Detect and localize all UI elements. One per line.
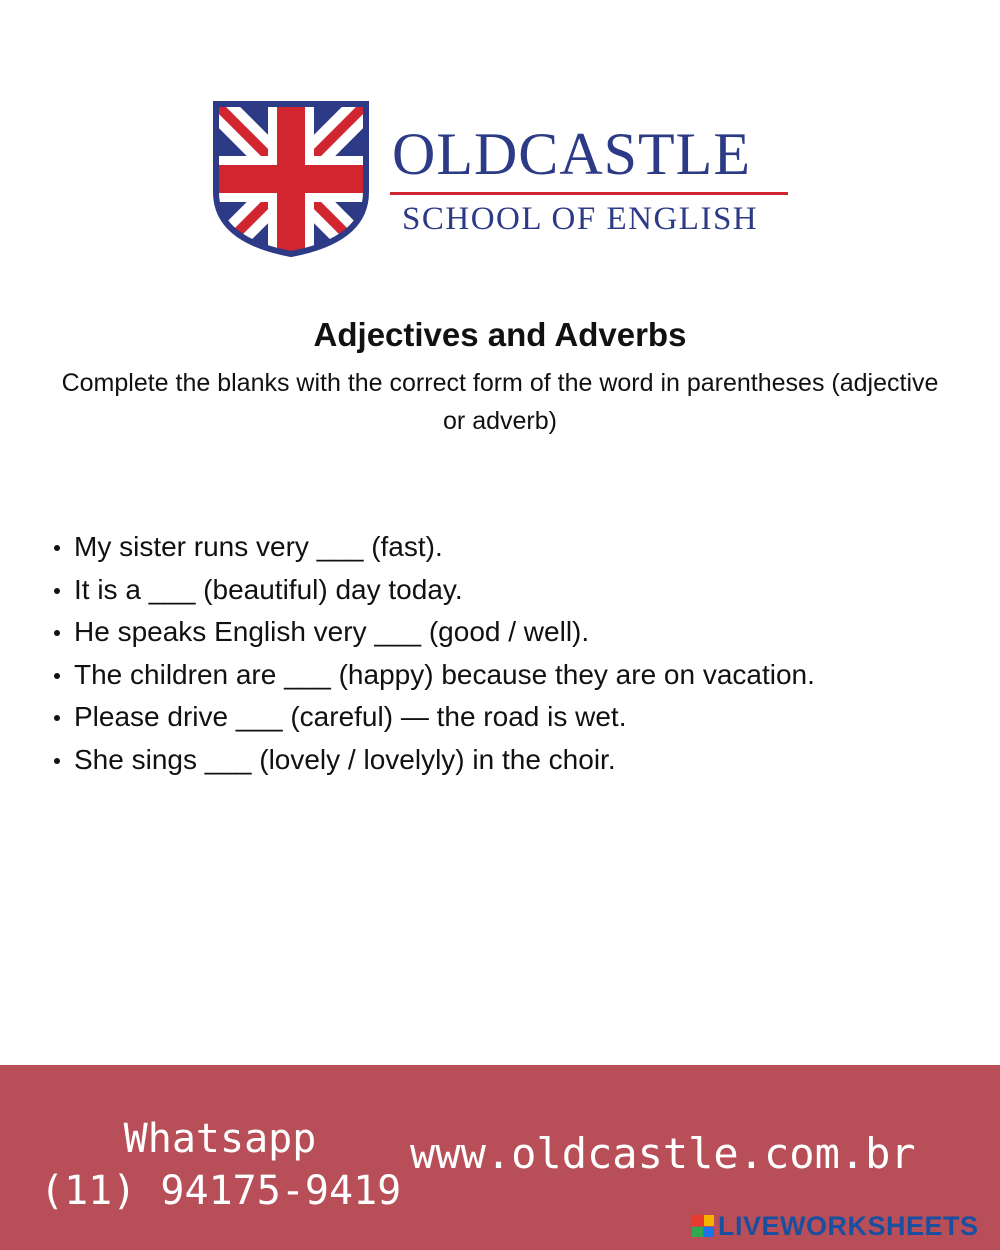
liveworksheets-label: LIVEWORKSHEETS — [718, 1210, 979, 1241]
exercise-item: Please drive ___ (careful) — the road is wet. — [50, 696, 950, 739]
logo-divider — [390, 192, 788, 195]
school-subtitle: SCHOOL OF ENGLISH — [402, 201, 759, 237]
school-logo — [212, 100, 792, 260]
worksheet-title: Adjectives and Adverbs — [313, 316, 687, 353]
exercise-item: He speaks English very ___ (good / well). — [50, 611, 950, 654]
contact-footer — [0, 1065, 1000, 1250]
worksheet-instructions: Complete the blanks with the correct form of the word in parentheses (adjective or adverb) — [61, 369, 939, 435]
website-url: www.oldcastle.com.br — [410, 1129, 916, 1178]
union-jack-shield-icon — [212, 100, 370, 258]
whatsapp-contact — [40, 1113, 400, 1217]
school-name: OLDCASTLE — [392, 121, 751, 187]
exercise-item: My sister runs very ___ (fast). — [50, 526, 950, 569]
exercise-item: She sings ___ (lovely / lovelyly) in the choir. — [50, 739, 950, 782]
whatsapp-label: Whatsapp — [123, 1116, 317, 1162]
exercise-list — [50, 526, 950, 781]
phone-number: (11) 94175-9419 — [40, 1168, 402, 1214]
liveworksheets-cubes-icon — [692, 1215, 714, 1237]
exercise-item: The children are ___ (happy) because they are on vacation. — [50, 654, 950, 697]
liveworksheets-badge[interactable] — [692, 1210, 979, 1241]
exercise-item: It is a ___ (beautiful) day today. — [50, 569, 950, 612]
